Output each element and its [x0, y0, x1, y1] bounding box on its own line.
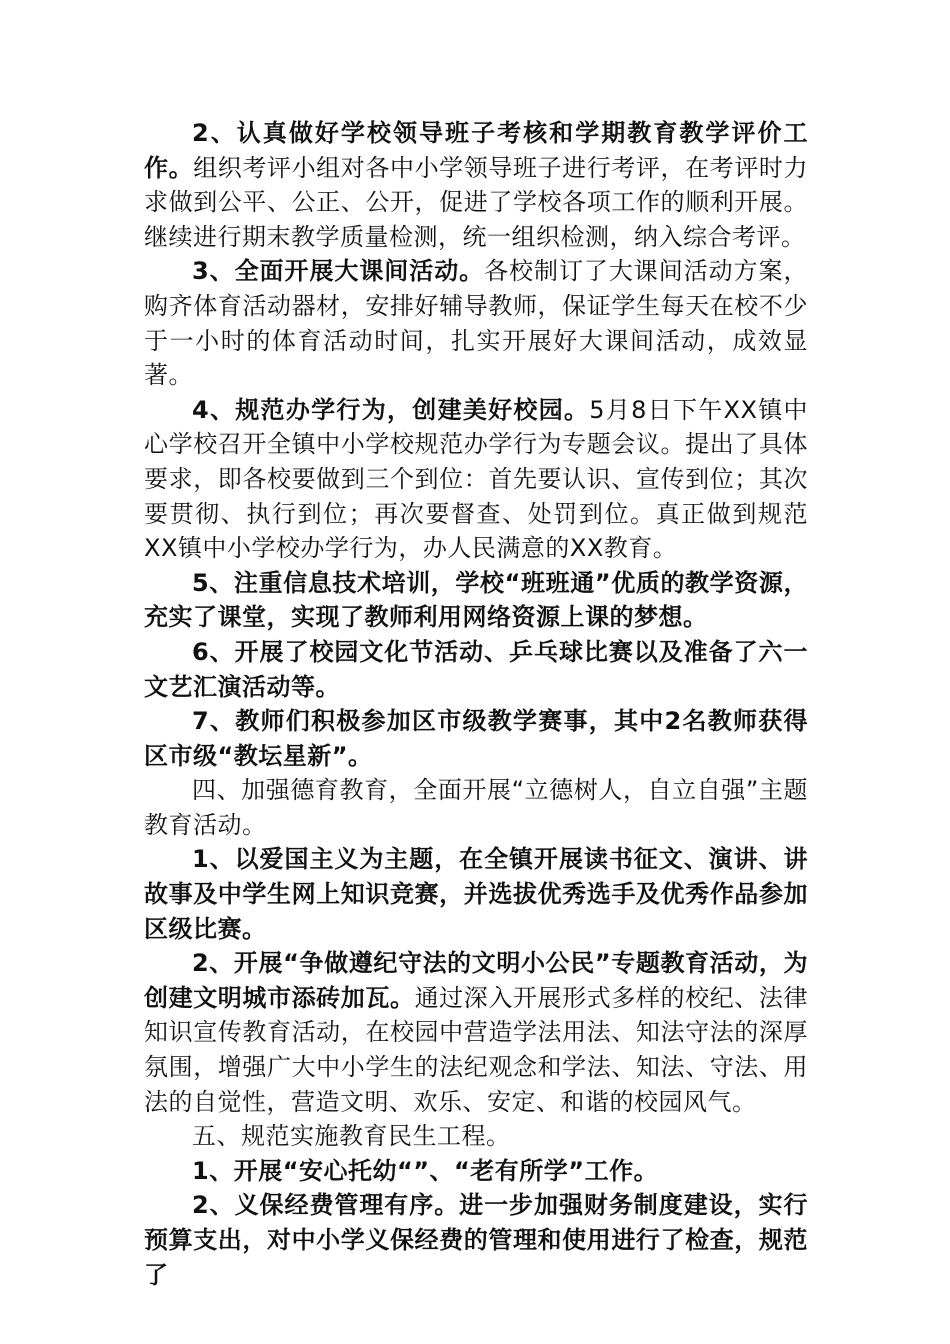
- paragraph-9: [144, 946, 808, 1119]
- paragraph-7-body: 四、加强德育教育，全面开展“立德树人，自立自强”主题教育活动。: [144, 776, 808, 839]
- paragraph-1: [144, 116, 808, 254]
- paragraph-3: [144, 393, 808, 566]
- paragraph-3-heading: 4、规范办学行为，创建美好校园。: [192, 395, 590, 424]
- paragraph-6: [144, 704, 808, 773]
- paragraph-2: [144, 254, 808, 392]
- paragraph-12-heading: 2、义保经费管理有序。进一步加强财务制度建设，实行预算支出，对中小学义保经费的管理和使用进行了检查，规范了: [144, 1191, 808, 1289]
- paragraph-5-heading: 6、开展了校园文化节活动、乒乓球比赛以及准备了六一文艺汇演活动等。: [144, 637, 808, 701]
- paragraph-2-body: 各校制订了大课间活动方案，购齐体育活动器材，安排好辅导教师，保证学生每天在校不少于一小时的体育活动时间，扎实开展好大课间活动，成效显著。: [144, 257, 809, 390]
- paragraph-4: [144, 566, 808, 635]
- document-page: [144, 116, 808, 1292]
- paragraph-8-heading: 1、以爱国主义为主题，在全镇开展读书征文、演讲、讲故事及中学生网上知识竞赛，并选拔优秀选手及优秀作品参加区级比赛。: [144, 845, 808, 943]
- paragraph-11-heading: 1、开展“安心托幼“”、“老有所学”工作。: [192, 1156, 659, 1185]
- paragraph-4-heading: 5、注重信息技术培训，学校“班班通”优质的教学资源，充实了课堂，实现了教师利用网络资源上课的梦想。: [144, 568, 808, 632]
- paragraph-5: [144, 635, 808, 704]
- paragraph-3-body: 5月8日下午XX镇中心学校召开全镇中小学校规范办学行为专题会议。提出了具体要求，即各校要做到三个到位：首先要认识、宣传到位；其次要贯彻、执行到位；再次要督查、处罚到位。真正做到规范XX镇中小学校办学行为，办人民满意的XX教育。: [144, 395, 809, 563]
- paragraph-9-heading: 2、开展“争做遵纪守法的文明小公民”专题教育活动，为创建文明城市添砖加瓦。: [144, 949, 808, 1012]
- paragraph-12: [144, 1188, 808, 1292]
- paragraph-6-heading: 7、教师们积极参加区市级教学赛事，其中2名教师获得区市级“教坛星新”。: [144, 707, 808, 770]
- paragraph-2-heading: 3、全面开展大课间活动。: [192, 257, 485, 286]
- paragraph-1-heading: 2、认真做好学校领导班子考核和学期教育教学评价工作。: [144, 119, 808, 182]
- paragraph-11: [144, 1154, 808, 1189]
- paragraph-7: [144, 773, 808, 842]
- paragraph-8: [144, 842, 808, 946]
- paragraph-9-body: 通过深入开展形式多样的校纪、法律知识宣传教育活动，在校园中营造学法用法、知法守法的深厚氛围，增强广大中小学生的法纪观念和学法、知法、守法、用法的自觉性，营造文明、欢乐、安定、和谐的校园风气。: [144, 983, 809, 1116]
- paragraph-1-body: 组织考评小组对各中小学领导班子进行考评，在考评时力求做到公平、公正、公开，促进了学校各项工作的顺利开展。继续进行期末教学质量检测，统一组织检测，纳入综合考评。: [144, 153, 809, 251]
- paragraph-10-body: 五、规范实施教育民生工程。: [192, 1122, 511, 1151]
- paragraph-10: [144, 1119, 808, 1154]
